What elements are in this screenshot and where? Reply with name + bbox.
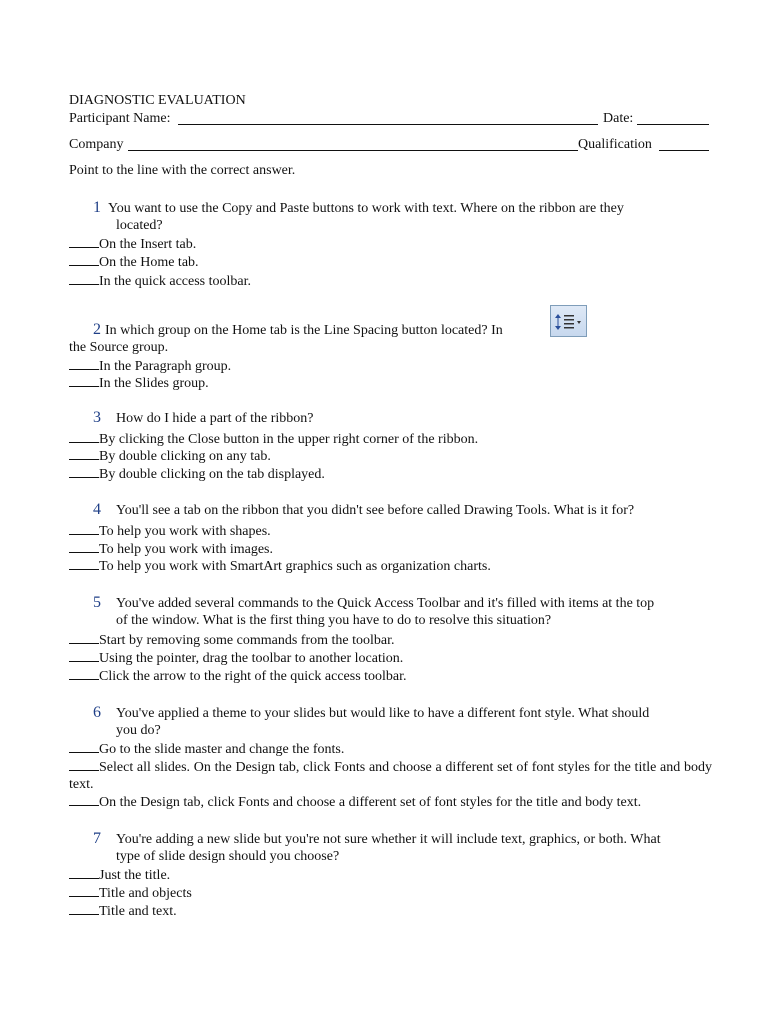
answer-option[interactable]: Just the title.: [69, 865, 170, 884]
date-field[interactable]: [637, 124, 709, 125]
question-text-continued: type of slide design should you choose?: [116, 849, 340, 864]
answer-option[interactable]: To help you work with images.: [69, 539, 273, 558]
question-text: You've applied a theme to your slides but would like to have a different font style. What should: [116, 706, 650, 721]
answer-option[interactable]: On the Design tab, click Fonts and choose a different set of font styles for the title and body text.: [69, 792, 641, 811]
answer-option[interactable]: Title and text.: [69, 901, 177, 920]
answer-blank[interactable]: [69, 429, 99, 443]
answer-option[interactable]: On the Home tab.: [69, 252, 199, 271]
answer-blank[interactable]: [69, 464, 99, 478]
company-field[interactable]: [128, 150, 578, 151]
answer-blank[interactable]: [69, 356, 99, 370]
answer-blank[interactable]: [69, 883, 99, 897]
answer-option[interactable]: In the Slides group.: [69, 373, 209, 392]
question-text-continued: the Source group.: [69, 340, 169, 355]
question-text: You're adding a new slide but you're not sure whether it will include text, graphics, or both. What: [116, 832, 661, 847]
answer-blank[interactable]: [69, 521, 99, 535]
answer-blank[interactable]: [69, 271, 99, 285]
question-text: How do I hide a part of the ribbon?: [116, 411, 314, 426]
instructions-text: Point to the line with the correct answer.: [69, 163, 296, 178]
question-text: You'll see a tab on the ribbon that you didn't see before called Drawing Tools. What is it for?: [116, 503, 635, 518]
question-text: You've added several commands to the Quick Access Toolbar and it's filled with items at the top: [116, 596, 655, 611]
participant-name-label: Participant Name:: [69, 111, 171, 126]
company-label: Company: [69, 137, 124, 152]
question-number: 5: [93, 594, 101, 611]
question-number: 7: [93, 830, 101, 847]
answer-blank[interactable]: [69, 792, 99, 806]
question-number: 1: [93, 199, 101, 216]
answer-option[interactable]: To help you work with SmartArt graphics such as organization charts.: [69, 556, 491, 575]
question-text-continued: located?: [116, 218, 163, 233]
answer-option[interactable]: In the quick access toolbar.: [69, 271, 251, 290]
answer-option[interactable]: Using the pointer, drag the toolbar to another location.: [69, 648, 403, 667]
participant-name-field[interactable]: [178, 124, 598, 125]
answer-blank[interactable]: [69, 556, 99, 570]
answer-option[interactable]: Click the arrow to the right of the quick access toolbar.: [69, 666, 407, 685]
answer-blank[interactable]: [69, 446, 99, 460]
answer-blank[interactable]: [69, 865, 99, 879]
question-number: 2: [93, 321, 101, 338]
answer-option[interactable]: By double clicking on the tab displayed.: [69, 464, 325, 483]
answer-option[interactable]: Start by removing some commands from the toolbar.: [69, 630, 395, 649]
answer-option[interactable]: On the Insert tab.: [69, 234, 196, 253]
qualification-label: Qualification: [578, 137, 652, 152]
answer-blank[interactable]: [69, 901, 99, 915]
answer-blank[interactable]: [69, 539, 99, 553]
answer-option[interactable]: Select all slides. On the Design tab, click Fonts and choose a different set of font styles for the title and body text.: [69, 757, 712, 793]
question-number: 3: [93, 409, 101, 426]
qualification-field[interactable]: [659, 150, 709, 151]
answer-blank[interactable]: [69, 234, 99, 248]
answer-blank[interactable]: [69, 648, 99, 662]
answer-option[interactable]: By double clicking on any tab.: [69, 446, 271, 465]
answer-blank[interactable]: [69, 739, 99, 753]
line-spacing-icon: [550, 305, 587, 337]
answer-option[interactable]: In the Paragraph group.: [69, 356, 231, 375]
question-number: 6: [93, 704, 101, 721]
answer-option[interactable]: To help you work with shapes.: [69, 521, 271, 540]
question-text-continued: of the window. What is the first thing you have to do to resolve this situation?: [116, 613, 552, 628]
answer-option[interactable]: Go to the slide master and change the fonts.: [69, 739, 344, 758]
answer-blank[interactable]: [69, 630, 99, 644]
answer-blank[interactable]: [69, 757, 99, 771]
question-text-continued: you do?: [116, 723, 161, 738]
answer-blank[interactable]: [69, 666, 99, 680]
date-label: Date:: [603, 111, 634, 126]
question-number: 4: [93, 501, 101, 518]
answer-blank[interactable]: [69, 373, 99, 387]
answer-option[interactable]: Title and objects: [69, 883, 192, 902]
question-text: In which group on the Home tab is the Line Spacing button located? In: [105, 323, 503, 338]
document-title: DIAGNOSTIC EVALUATION: [69, 93, 246, 108]
answer-blank[interactable]: [69, 252, 99, 266]
question-text: You want to use the Copy and Paste buttons to work with text. Where on the ribbon are they: [108, 201, 624, 216]
answer-option[interactable]: By clicking the Close button in the upper right corner of the ribbon.: [69, 429, 478, 448]
